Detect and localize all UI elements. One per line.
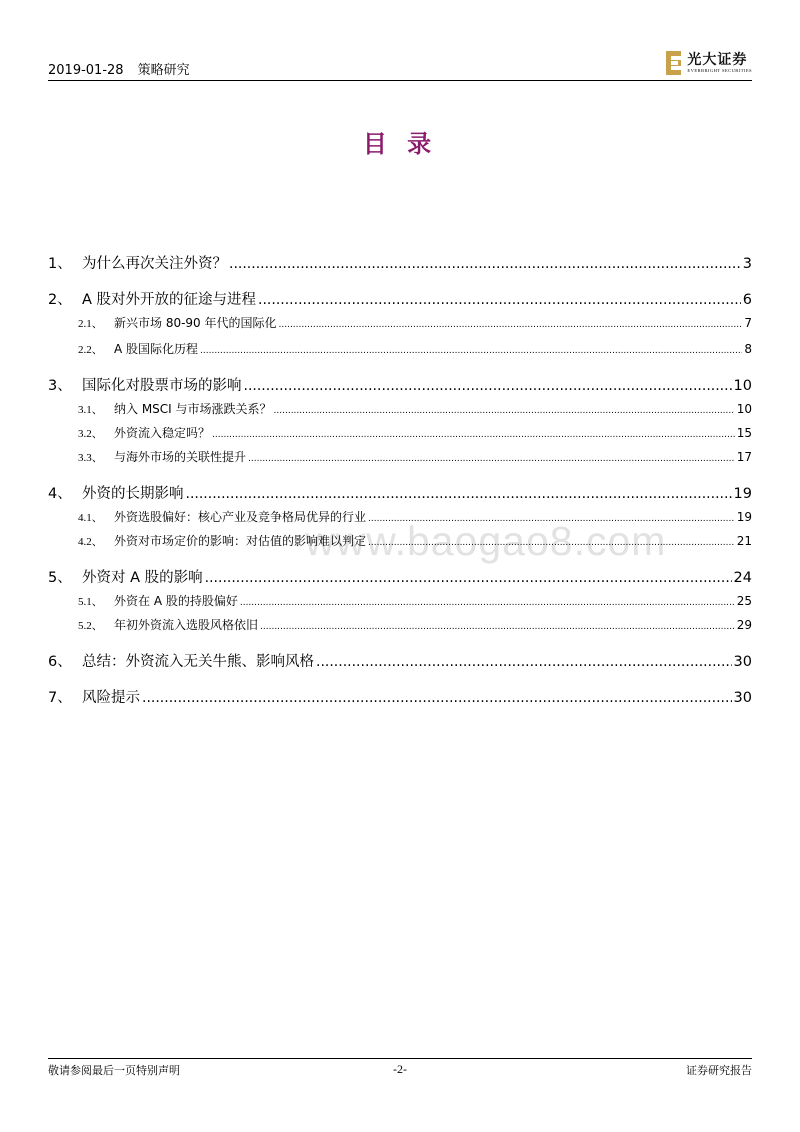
toc-entry-title[interactable]: 总结：外资流入无关牛熊、影响风格 — [82, 654, 314, 670]
toc-entry[interactable] — [48, 482, 752, 503]
toc-dot-leader — [212, 430, 735, 440]
toc-entry-number: 2.2、 — [78, 344, 103, 356]
toc-entry-title[interactable]: 年初外资流入选股风格依旧 — [114, 618, 259, 632]
header-divider — [48, 80, 752, 81]
toc-entry-number: 6、 — [48, 654, 72, 670]
toc-entry-title[interactable]: 外资对市场定价的影响：对估值的影响难以判定 — [114, 534, 367, 548]
logo-chinese-name: 光大证券 — [687, 51, 748, 68]
toc-dot-leader — [316, 654, 732, 670]
toc-entry-title[interactable]: 外资的长期影响 — [82, 486, 184, 502]
toc-entry-page[interactable]: 29 — [736, 618, 752, 632]
toc-entry-page[interactable]: 25 — [736, 594, 752, 608]
toc-dot-leader — [274, 406, 735, 416]
toc-entry-page[interactable]: 19 — [736, 510, 752, 524]
toc-entry[interactable] — [78, 616, 752, 633]
toc-entry-number: 4.2、 — [78, 536, 103, 548]
toc-entry[interactable] — [78, 340, 752, 357]
page-header — [48, 51, 752, 82]
footer-divider — [48, 1058, 752, 1059]
toc-entry-title[interactable]: 外资对 A 股的影响 — [82, 570, 203, 586]
toc-entry-page[interactable]: 30 — [733, 690, 752, 706]
toc-entry-page[interactable]: 17 — [736, 450, 752, 464]
toc-entry[interactable] — [48, 566, 752, 587]
toc-entry[interactable] — [78, 448, 752, 465]
everbright-logo — [665, 48, 752, 78]
toc-entry[interactable] — [78, 532, 752, 549]
toc-dot-leader — [229, 256, 741, 272]
toc-entry-title[interactable]: 新兴市场 80-90 年代的国际化 — [114, 316, 277, 330]
toc-entry-number: 2、 — [48, 292, 72, 308]
toc-entry-title[interactable]: 国际化对股票市场的影响 — [82, 378, 242, 394]
toc-dot-leader — [244, 378, 732, 394]
footer-disclaimer: 敬请参阅最后一页特别声明 — [48, 1064, 180, 1077]
toc-entry[interactable] — [48, 252, 752, 273]
toc-entry-page[interactable]: 30 — [733, 654, 752, 670]
toc-dot-leader — [279, 320, 743, 330]
toc-dot-leader — [142, 690, 732, 706]
toc-dot-leader — [200, 346, 742, 356]
toc-entry-title[interactable]: 外资流入稳定吗？ — [114, 426, 211, 440]
toc-entry-title[interactable]: 纳入 MSCI 与市场涨跌关系？ — [114, 402, 272, 416]
toc-entry-title[interactable]: 外资在 A 股的持股偏好 — [114, 594, 238, 608]
toc-dot-leader — [258, 292, 741, 308]
logo-english-name: EVERBRIGHT SECURITIES — [687, 67, 752, 73]
toc-entry[interactable] — [78, 314, 752, 331]
toc-dot-leader — [260, 622, 735, 632]
toc-entry-number: 3、 — [48, 378, 72, 394]
toc-dot-leader — [205, 570, 732, 586]
toc-entry-page[interactable]: 3 — [742, 256, 752, 272]
toc-entry-page[interactable]: 10 — [733, 378, 752, 394]
toc-entry-number: 3.3、 — [78, 452, 103, 464]
toc-entry-number: 7、 — [48, 690, 72, 706]
toc-entry[interactable] — [78, 592, 752, 609]
toc-entry-page[interactable]: 10 — [736, 402, 752, 416]
toc-entry[interactable] — [78, 508, 752, 525]
toc-entry-number: 5、 — [48, 570, 72, 586]
toc-entry-title[interactable]: 外资选股偏好：核心产业及竞争格局优异的行业 — [114, 510, 367, 524]
toc-entry[interactable] — [48, 374, 752, 395]
toc-entry-number: 5.2、 — [78, 620, 103, 632]
toc-dot-leader — [368, 538, 735, 548]
toc-entry-page[interactable]: 6 — [742, 292, 752, 308]
toc-entry-title[interactable]: 为什么再次关注外资？ — [82, 256, 227, 272]
toc-entry-title[interactable]: A 股对外开放的征途与进程 — [82, 292, 257, 308]
toc-entry[interactable] — [78, 424, 752, 441]
toc-entry-number: 3.2、 — [78, 428, 103, 440]
toc-entry-title[interactable]: A 股国际化历程 — [114, 342, 199, 356]
toc-entry[interactable] — [78, 400, 752, 417]
toc-dot-leader — [368, 514, 735, 524]
toc-dot-leader — [240, 598, 735, 608]
toc-entry-page[interactable]: 21 — [736, 534, 752, 548]
toc-entry[interactable] — [48, 288, 752, 309]
toc-entry-number: 1、 — [48, 256, 72, 272]
toc-entry-number: 2.1、 — [78, 318, 103, 330]
report-date: 2019-01-28 — [48, 63, 124, 78]
toc-entry-number: 4、 — [48, 486, 72, 502]
footer-report-type: 证券研究报告 — [686, 1064, 752, 1077]
toc-entry-page[interactable]: 8 — [744, 342, 752, 356]
toc-dot-leader — [248, 454, 735, 464]
toc-entry-page[interactable]: 24 — [733, 570, 752, 586]
toc-entry-number: 3.1、 — [78, 404, 103, 416]
toc-entry-title[interactable]: 风险提示 — [82, 690, 140, 706]
toc-entry-page[interactable]: 15 — [736, 426, 752, 440]
toc-entry-number: 5.1、 — [78, 596, 103, 608]
toc-entry-number: 4.1、 — [78, 512, 103, 524]
watermark: www.baogao8.com — [305, 518, 667, 564]
page-number: -2- — [393, 1062, 407, 1076]
report-category: 策略研究 — [137, 63, 190, 78]
toc-entry[interactable] — [48, 686, 752, 707]
toc-dot-leader — [186, 486, 732, 502]
toc-entry-page[interactable]: 19 — [733, 486, 752, 502]
everbright-logo-icon — [665, 50, 683, 76]
toc-entry[interactable] — [48, 650, 752, 671]
header-meta — [48, 59, 190, 78]
page-title: 目 录 — [362, 129, 438, 158]
toc-entry-title[interactable]: 与海外市场的关联性提升 — [114, 450, 247, 464]
toc-entry-page[interactable]: 7 — [744, 316, 752, 330]
